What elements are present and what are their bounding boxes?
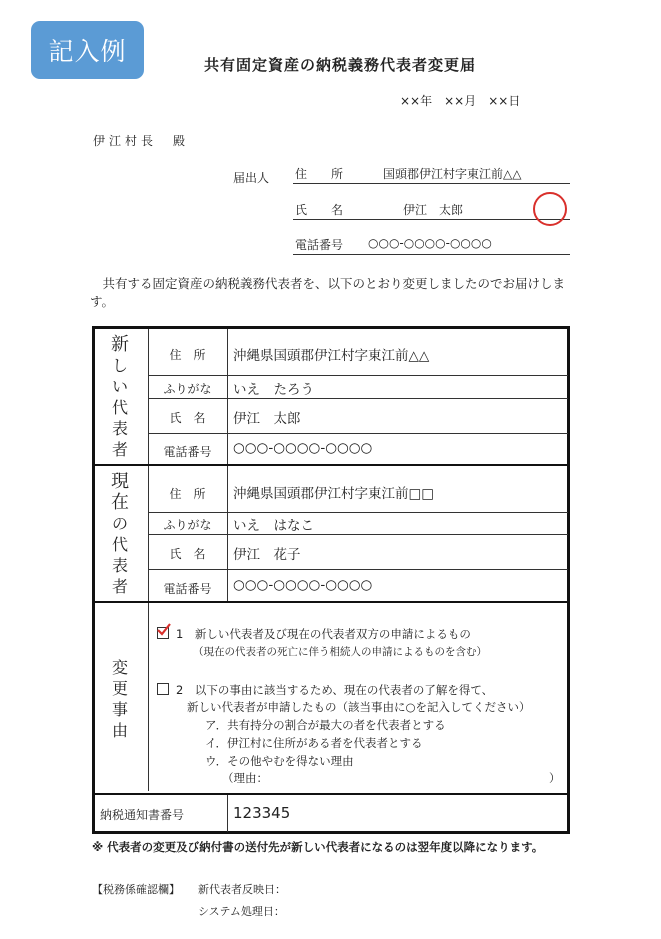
tax-notice-value: 123345 [233, 804, 291, 822]
reason-section-label: 変 更 事 由 [111, 658, 128, 740]
option1-note: （現在の代表者の死亡に伴う相続人の申請によるものを含む） [193, 646, 487, 658]
current-furigana-value: いえ はなこ [233, 518, 314, 534]
applicant-name-label: 氏 名 [295, 203, 344, 217]
option2-checkbox[interactable] [157, 683, 169, 695]
row-line [148, 534, 568, 535]
footnote: ※ 代表者の変更及び納付書の送付先が新しい代表者になるのは翌年度以降になります。 [92, 840, 544, 854]
row-line [148, 433, 568, 434]
option1-checkbox[interactable] [157, 627, 169, 639]
reason-item-u: ウ．その他やむを得ない理由 [205, 754, 354, 768]
current-phone-value: ○○○-○○○○-○○○○ [233, 577, 373, 593]
new-address-label: 住 所 [169, 348, 206, 362]
new-address-value: 沖縄県国頭郡伊江村字東江前△△ [233, 348, 430, 364]
seal-stamp-icon [533, 192, 567, 226]
table-divider-v2 [227, 329, 228, 603]
reason-close: ） [549, 771, 561, 785]
current-phone-label: 電話番号 [163, 582, 212, 596]
office-reflect-date-label: 新代表者反映日： [198, 883, 286, 896]
applicant-phone-label: 電話番号 [295, 238, 344, 252]
applicant-label: 届出人 [233, 171, 270, 185]
current-address-value: 沖縄県国頭郡伊江村字東江前□□ [233, 486, 435, 502]
applicant-address-label: 住 所 [295, 167, 344, 181]
new-rep-section-label: 新 し い 代 表 者 [111, 333, 129, 459]
new-furigana-value: いえ たろう [233, 382, 314, 398]
applicant-name-field [293, 199, 570, 220]
section-line [92, 601, 570, 603]
option1-text: 1 新しい代表者及び現在の代表者双方の申請によるもの [176, 627, 471, 641]
office-system-date-label: システム処理日： [198, 905, 285, 918]
reason-item-i: イ．伊江村に住所がある者を代表者とする [205, 736, 423, 750]
check-mark-icon [157, 623, 171, 637]
option2-continuation: 新しい代表者が申請したもの（該当事由に○を記入してください） [187, 700, 531, 714]
row-line [148, 398, 568, 399]
row-line [148, 375, 568, 376]
current-furigana-label: ふりがな [163, 518, 212, 532]
current-rep-section-label: 現 在 の 代 表 者 [111, 470, 129, 596]
new-phone-label: 電話番号 [163, 445, 212, 459]
current-name-value: 伊江 花子 [233, 547, 301, 563]
table-divider-v3 [227, 794, 228, 832]
applicant-address-field [293, 163, 570, 184]
applicant-address-value: 国頭郡伊江村字東江前△△ [383, 167, 522, 181]
intro-text: 共有する固定資産の納税義務代表者を、以下のとおり変更しましたのでお届けします。 [90, 276, 566, 309]
form-title: 共有固定資産の納税義務代表者変更届 [203, 56, 476, 74]
applicant-phone-field [293, 234, 570, 255]
new-name-label: 氏 名 [169, 411, 206, 425]
reason-item-a: ア．共有持分の割合が最大の者を代表者とする [205, 718, 446, 732]
new-phone-value: ○○○-○○○○-○○○○ [233, 440, 373, 456]
option2-text: 2 以下の事由に該当するため、現在の代表者の了解を得て、 [176, 683, 494, 697]
row-line [148, 569, 568, 570]
section-line [92, 793, 570, 795]
new-furigana-label: ふりがな [163, 382, 212, 396]
sample-badge: 記入例 [31, 21, 144, 79]
reason-open: （理由： [222, 771, 268, 785]
current-address-label: 住 所 [169, 487, 206, 501]
submission-date: ××年 ××月 ××日 [400, 94, 521, 108]
new-name-value: 伊江 太郎 [233, 411, 301, 427]
current-name-label: 氏 名 [169, 547, 206, 561]
tax-notice-label: 納税通知書番号 [100, 808, 185, 822]
applicant-phone-value: ○○○-○○○○-○○○○ [368, 236, 492, 250]
row-line [148, 512, 568, 513]
office-check-label: 【税務係確認欄】 [92, 883, 180, 896]
applicant-name-value: 伊江 太郎 [403, 203, 464, 217]
addressee: 伊江村長 殿 [93, 134, 190, 148]
section-line [92, 464, 570, 466]
